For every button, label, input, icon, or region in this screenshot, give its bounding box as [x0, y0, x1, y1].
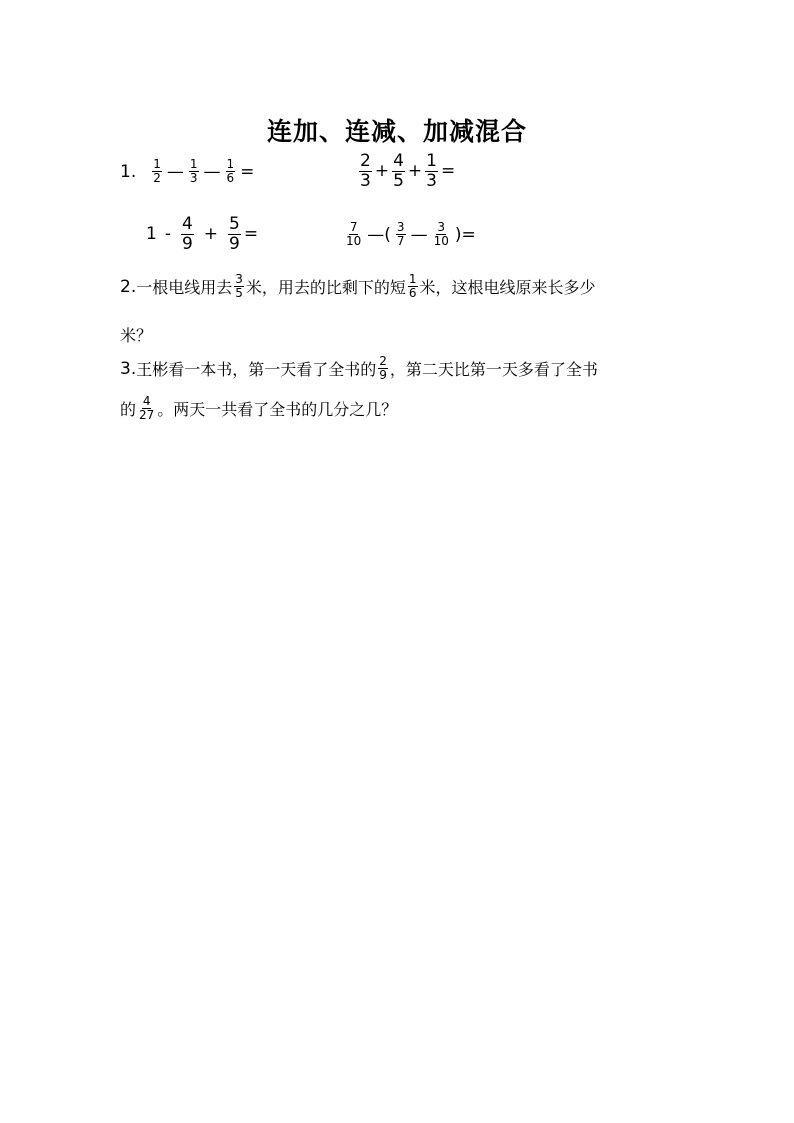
q1-expression-4	[343, 221, 479, 248]
fraction: $\frac{4}{5}$	[393, 151, 404, 191]
fraction: $\frac{4}{27}$	[139, 394, 155, 423]
operator: -	[164, 224, 171, 245]
whole-number: 1	[146, 224, 157, 245]
fraction: $\frac{7}{10}$	[346, 220, 362, 249]
q2-text: 米，这根电线原来长多少	[419, 278, 596, 298]
q3-text: 王彬看一本书，第一天看了全书的	[136, 360, 377, 380]
q3-text: 的	[120, 400, 137, 420]
q3-line-1	[120, 355, 598, 382]
fraction: $\frac{4}{9}$	[181, 214, 193, 254]
fraction: $\frac{3}{5}$	[235, 272, 243, 301]
fraction: $\frac{3}{10}$	[433, 220, 449, 249]
q1-label: 1.	[120, 161, 137, 182]
q1-expression-1	[120, 158, 257, 185]
q2-label: 2.	[120, 276, 137, 297]
closing-paren-equals: )=	[454, 224, 476, 245]
fraction: $\frac{1}{2}$	[153, 157, 161, 186]
q2-line-1	[120, 273, 596, 300]
operator: +	[203, 224, 219, 245]
fraction: $\frac{1}{6}$	[226, 157, 235, 186]
q3-label: 3.	[120, 358, 137, 379]
fraction: $\frac{2}{3}$	[360, 151, 371, 191]
operator: +	[407, 161, 423, 182]
fraction: $\frac{5}{9}$	[229, 214, 240, 254]
fraction: $\frac{1}{3}$	[426, 151, 437, 191]
operator: +	[374, 161, 390, 182]
q2-text: 米，用去的比剩下的短	[245, 278, 406, 298]
operator: —	[203, 161, 221, 182]
operator: —(	[367, 224, 391, 245]
q1-expression-3	[146, 215, 259, 253]
q2-text: 米？	[120, 326, 153, 345]
page-title: 连加、连减、加减混合	[266, 117, 527, 146]
q2-line-2	[120, 323, 152, 346]
q1-expression-2	[357, 152, 456, 190]
equals: =	[243, 224, 259, 245]
q2-text: 一根电线用去	[136, 278, 233, 298]
fraction: $\frac{1}{6}$	[408, 272, 417, 301]
equals: =	[240, 161, 255, 182]
fraction: $\frac{3}{7}$	[396, 220, 405, 249]
fraction: $\frac{2}{9}$	[379, 354, 387, 383]
fraction: $\frac{1}{3}$	[189, 157, 198, 186]
operator: —	[410, 224, 428, 245]
q3-text: ，第二天比第一天多看了全书	[389, 360, 598, 380]
q3-line-2	[120, 395, 397, 422]
operator: —	[166, 161, 184, 182]
q3-text: 。两天一共看了全书的几分之几？	[157, 400, 398, 420]
equals: =	[440, 161, 456, 182]
